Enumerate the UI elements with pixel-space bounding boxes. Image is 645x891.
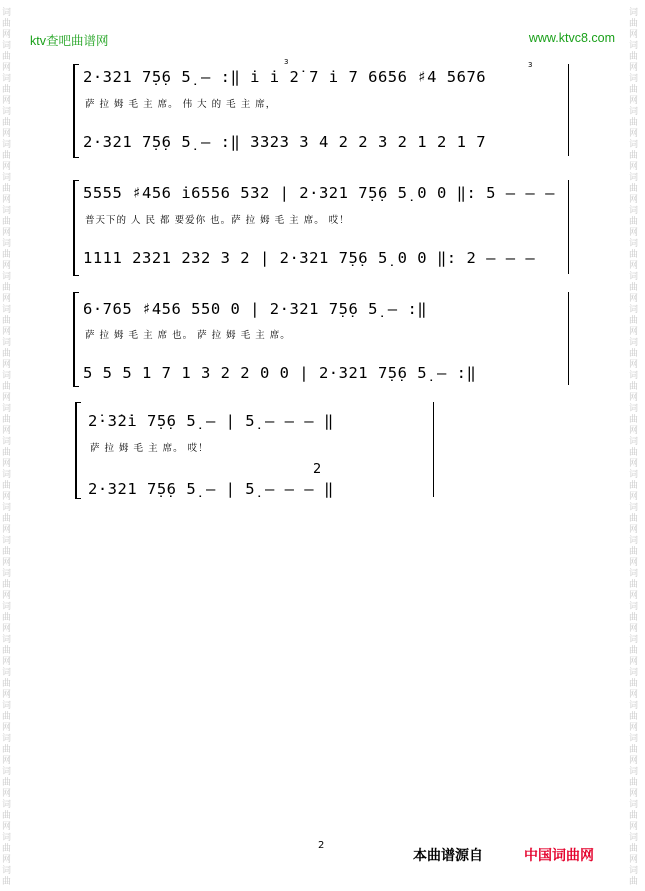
watermark-char: 曲 [2,85,12,95]
final-barline [568,64,569,156]
watermark-char: 词 [2,371,12,381]
watermark-char: 网 [629,360,639,370]
watermark-char: 网 [2,228,12,238]
watermark-char: 曲 [629,85,639,95]
watermark-char: 词 [2,74,12,84]
watermark-char: 网 [2,855,12,865]
watermark-char: 曲 [629,712,639,722]
page-number: 2 [318,840,325,851]
watermark-char: 词 [2,701,12,711]
watermark-char: 词 [629,206,639,216]
watermark-char: 词 [2,437,12,447]
watermark-char: 网 [2,162,12,172]
watermark-char: 网 [629,426,639,436]
watermark-char: 词 [2,272,12,282]
watermark-char: 曲 [629,184,639,194]
watermark-char: 曲 [2,778,12,788]
watermark-char: 曲 [2,448,12,458]
watermark-char: 词 [629,404,639,414]
watermark-char: 网 [2,426,12,436]
watermark-char: 网 [2,822,12,832]
watermark-char: 曲 [629,19,639,29]
watermark-char: 网 [2,360,12,370]
watermark-char: 曲 [2,283,12,293]
watermark-char: 词 [2,602,12,612]
watermark-char: 网 [629,756,639,766]
watermark-char: 词 [2,536,12,546]
final-barline [433,402,434,497]
watermark-char: 网 [629,96,639,106]
header-left-site[interactable]: ktv查吧曲谱网 [30,34,109,48]
watermark-char: 曲 [629,481,639,491]
watermark-char: 曲 [629,415,639,425]
watermark-char: 网 [2,591,12,601]
system-brace [75,402,81,499]
watermark-char: 网 [2,624,12,634]
watermark-char: 曲 [2,118,12,128]
watermark-char: 曲 [2,745,12,755]
watermark-char: 词 [2,239,12,249]
lower-staff-notes: 1111 2321 232 3 2 | 2·321 7̣5̣6 5̣ 0 0 ‖: 2 – – – [83,249,536,267]
watermark-char: 网 [629,228,639,238]
watermark-char: 曲 [629,844,639,854]
watermark-char: 词 [2,866,12,876]
watermark-char: 曲 [2,613,12,623]
watermark-char: 网 [629,261,639,271]
watermark-char: 词 [629,503,639,513]
watermark-char: 词 [629,833,639,843]
watermark-char: 曲 [629,217,639,227]
watermark-char: 网 [629,855,639,865]
watermark-char: 曲 [2,844,12,854]
upper-staff-notes: 5555 ♯456 i̇6556 532 | 2·321 7̣5̣6 5̣ 0 0 ‖: 5 – – – [83,184,555,202]
upper-staff-notes: 6·765 ♯456 550 0 | 2·321 7̣5̣6 5̣ – :‖ [83,300,428,318]
watermark-char: 词 [629,668,639,678]
watermark-char: 网 [629,459,639,469]
tuplet-mark: 3 [284,58,289,66]
watermark-char: 词 [2,173,12,183]
watermark-char: 网 [2,756,12,766]
watermark-char: 网 [2,657,12,667]
watermark-char: 词 [629,173,639,183]
watermark-char: 网 [629,393,639,403]
watermark-char: 词 [2,470,12,480]
watermark-char: 网 [2,393,12,403]
watermark-char: 词 [2,206,12,216]
footer-site-link[interactable]: 中国词曲网 [524,848,594,864]
watermark-char: 网 [2,327,12,337]
watermark-char: 网 [629,723,639,733]
watermark-char: 曲 [2,481,12,491]
watermark-char: 网 [2,261,12,271]
watermark-char: 词 [629,767,639,777]
watermark-char: 曲 [2,382,12,392]
watermark-char: 网 [2,129,12,139]
watermark-char: 词 [629,239,639,249]
tuplet-mark: 3 [528,61,533,69]
score-system-2 [0,180,645,275]
watermark-char: 曲 [629,514,639,524]
watermark-char: 曲 [2,250,12,260]
watermark-char: 曲 [629,580,639,590]
watermark-char: 曲 [2,415,12,425]
score-system-4 [0,402,645,502]
watermark-char: 网 [629,327,639,337]
watermark-char: 词 [629,701,639,711]
system-brace [73,64,79,158]
watermark-char: 曲 [2,217,12,227]
lyric-line: 普天下的 人 民 都 要爱你 也。萨 拉 姆 毛 主 席。 哎！ [85,215,350,226]
watermark-char: 曲 [2,514,12,524]
final-barline [568,292,569,385]
watermark-char: 网 [2,30,12,40]
watermark-char: 曲 [2,547,12,557]
watermark-char: 网 [629,162,639,172]
watermark-char: 词 [629,437,639,447]
watermark-char: 曲 [629,283,639,293]
watermark-char: 词 [2,305,12,315]
watermark-char: 词 [629,470,639,480]
watermark-char: 词 [629,635,639,645]
watermark-char: 词 [629,338,639,348]
score-system-1 [0,60,645,160]
watermark-char: 词 [2,140,12,150]
watermark-char: 曲 [2,580,12,590]
watermark-char: 网 [629,63,639,73]
watermark-char: 曲 [629,745,639,755]
watermark-char: 曲 [2,349,12,359]
watermark-char: 网 [2,558,12,568]
watermark-char: 词 [629,272,639,282]
score-system-3 [0,292,645,387]
watermark-char: 词 [629,107,639,117]
watermark-char: 曲 [629,52,639,62]
watermark-char: 曲 [629,448,639,458]
watermark-char: 曲 [629,811,639,821]
watermark-char: 词 [2,734,12,744]
watermark-char: 曲 [629,778,639,788]
watermark-char: 曲 [2,679,12,689]
watermark-char: 词 [2,668,12,678]
watermark-char: 网 [2,459,12,469]
watermark-char: 网 [629,558,639,568]
watermark-char: 词 [629,734,639,744]
watermark-char: 网 [629,294,639,304]
watermark-char: 曲 [2,712,12,722]
watermark-char: 词 [629,8,639,18]
watermark-char: 曲 [2,316,12,326]
watermark-char: 网 [2,492,12,502]
watermark-char: 曲 [629,349,639,359]
watermark-char: 网 [629,525,639,535]
watermark-char: 词 [629,140,639,150]
watermark-char: 网 [629,624,639,634]
watermark-char: 词 [629,41,639,51]
lower-staff-notes: 2·321 7̣5̣6 5̣ – | 5̣ – – – ‖ [88,480,334,498]
watermark-char: 词 [629,569,639,579]
watermark-char: 词 [2,635,12,645]
watermark-char: 词 [2,833,12,843]
watermark-char: 曲 [629,382,639,392]
upper-staff-notes: 2̇·3̇2̇i̇ 7̣5̣6 5̣ – | 5̣ – – – ‖ [88,412,334,430]
watermark-char: 词 [2,8,12,18]
watermark-char: 网 [629,129,639,139]
watermark-char: 词 [2,569,12,579]
system-brace [73,180,79,276]
watermark-char: 曲 [629,250,639,260]
watermark-char: 词 [629,866,639,876]
watermark-char: 曲 [2,877,12,887]
watermark-char: 词 [629,536,639,546]
watermark-char: 曲 [629,646,639,656]
watermark-char: 词 [2,800,12,810]
lower-staff-notes: 5 5 5 1 7 1 3 2 2 0 0 | 2·321 7̣5̣6 5̣ – :‖ [83,364,477,382]
watermark-char: 网 [2,63,12,73]
watermark-char: 词 [629,371,639,381]
watermark-char: 词 [2,107,12,117]
watermark-char: 词 [2,41,12,51]
watermark-char: 曲 [2,811,12,821]
watermark-char: 词 [2,767,12,777]
watermark-char: 曲 [629,613,639,623]
watermark-char: 曲 [629,316,639,326]
lyric-line: 萨 拉 姆 毛 主 席。 伟 大 的 毛 主 席， [85,99,277,110]
watermark-char: 网 [2,96,12,106]
lower-voice-upper-note: 2 [313,462,322,477]
watermark-char: 网 [629,591,639,601]
watermark-char: 词 [629,602,639,612]
watermark-char: 词 [629,74,639,84]
watermark-char: 网 [2,195,12,205]
system-brace [73,292,79,387]
watermark-char: 网 [629,492,639,502]
watermark-char: 网 [2,789,12,799]
watermark-char: 曲 [2,19,12,29]
watermark-char: 曲 [629,151,639,161]
watermark-char: 网 [629,30,639,40]
lyric-line: 萨 拉 姆 毛 主 席。 哎！ [90,443,209,454]
watermark-char: 曲 [2,184,12,194]
watermark-char: 词 [2,338,12,348]
watermark-char: 曲 [629,547,639,557]
watermark-char: 词 [629,305,639,315]
lower-staff-notes: 2·321 7̣5̣6 5̣ – :‖ 3323 3 4 2 2 3 2 1 2 1 7 [83,133,487,151]
watermark-char: 网 [2,690,12,700]
upper-staff-notes: 2·321 7̣5̣6 5̣ – :‖ i̇ i̇ 2̇ 7 i̇ 7 6656 ♯4 5676 [83,68,487,86]
final-barline [568,180,569,274]
watermark-char: 词 [2,404,12,414]
watermark-char: 词 [2,503,12,513]
watermark-char: 网 [2,294,12,304]
footer-source-label: 本曲谱源自 [413,848,483,864]
watermark-char: 曲 [629,679,639,689]
watermark-char: 网 [629,690,639,700]
watermark-char: 词 [629,800,639,810]
watermark-char: 网 [2,525,12,535]
watermark-char: 曲 [629,877,639,887]
header-right-url[interactable]: www.ktvc8.com [528,31,615,45]
watermark-char: 曲 [2,646,12,656]
watermark-char: 网 [2,723,12,733]
watermark-char: 曲 [629,118,639,128]
watermark-char: 网 [629,789,639,799]
watermark-char: 曲 [2,52,12,62]
watermark-char: 曲 [2,151,12,161]
watermark-char: 网 [629,657,639,667]
watermark-char: 网 [629,195,639,205]
lyric-line: 萨 拉 姆 毛 主 席 也。 萨 拉 姆 毛 主 席。 [85,330,291,341]
watermark-char: 网 [629,822,639,832]
